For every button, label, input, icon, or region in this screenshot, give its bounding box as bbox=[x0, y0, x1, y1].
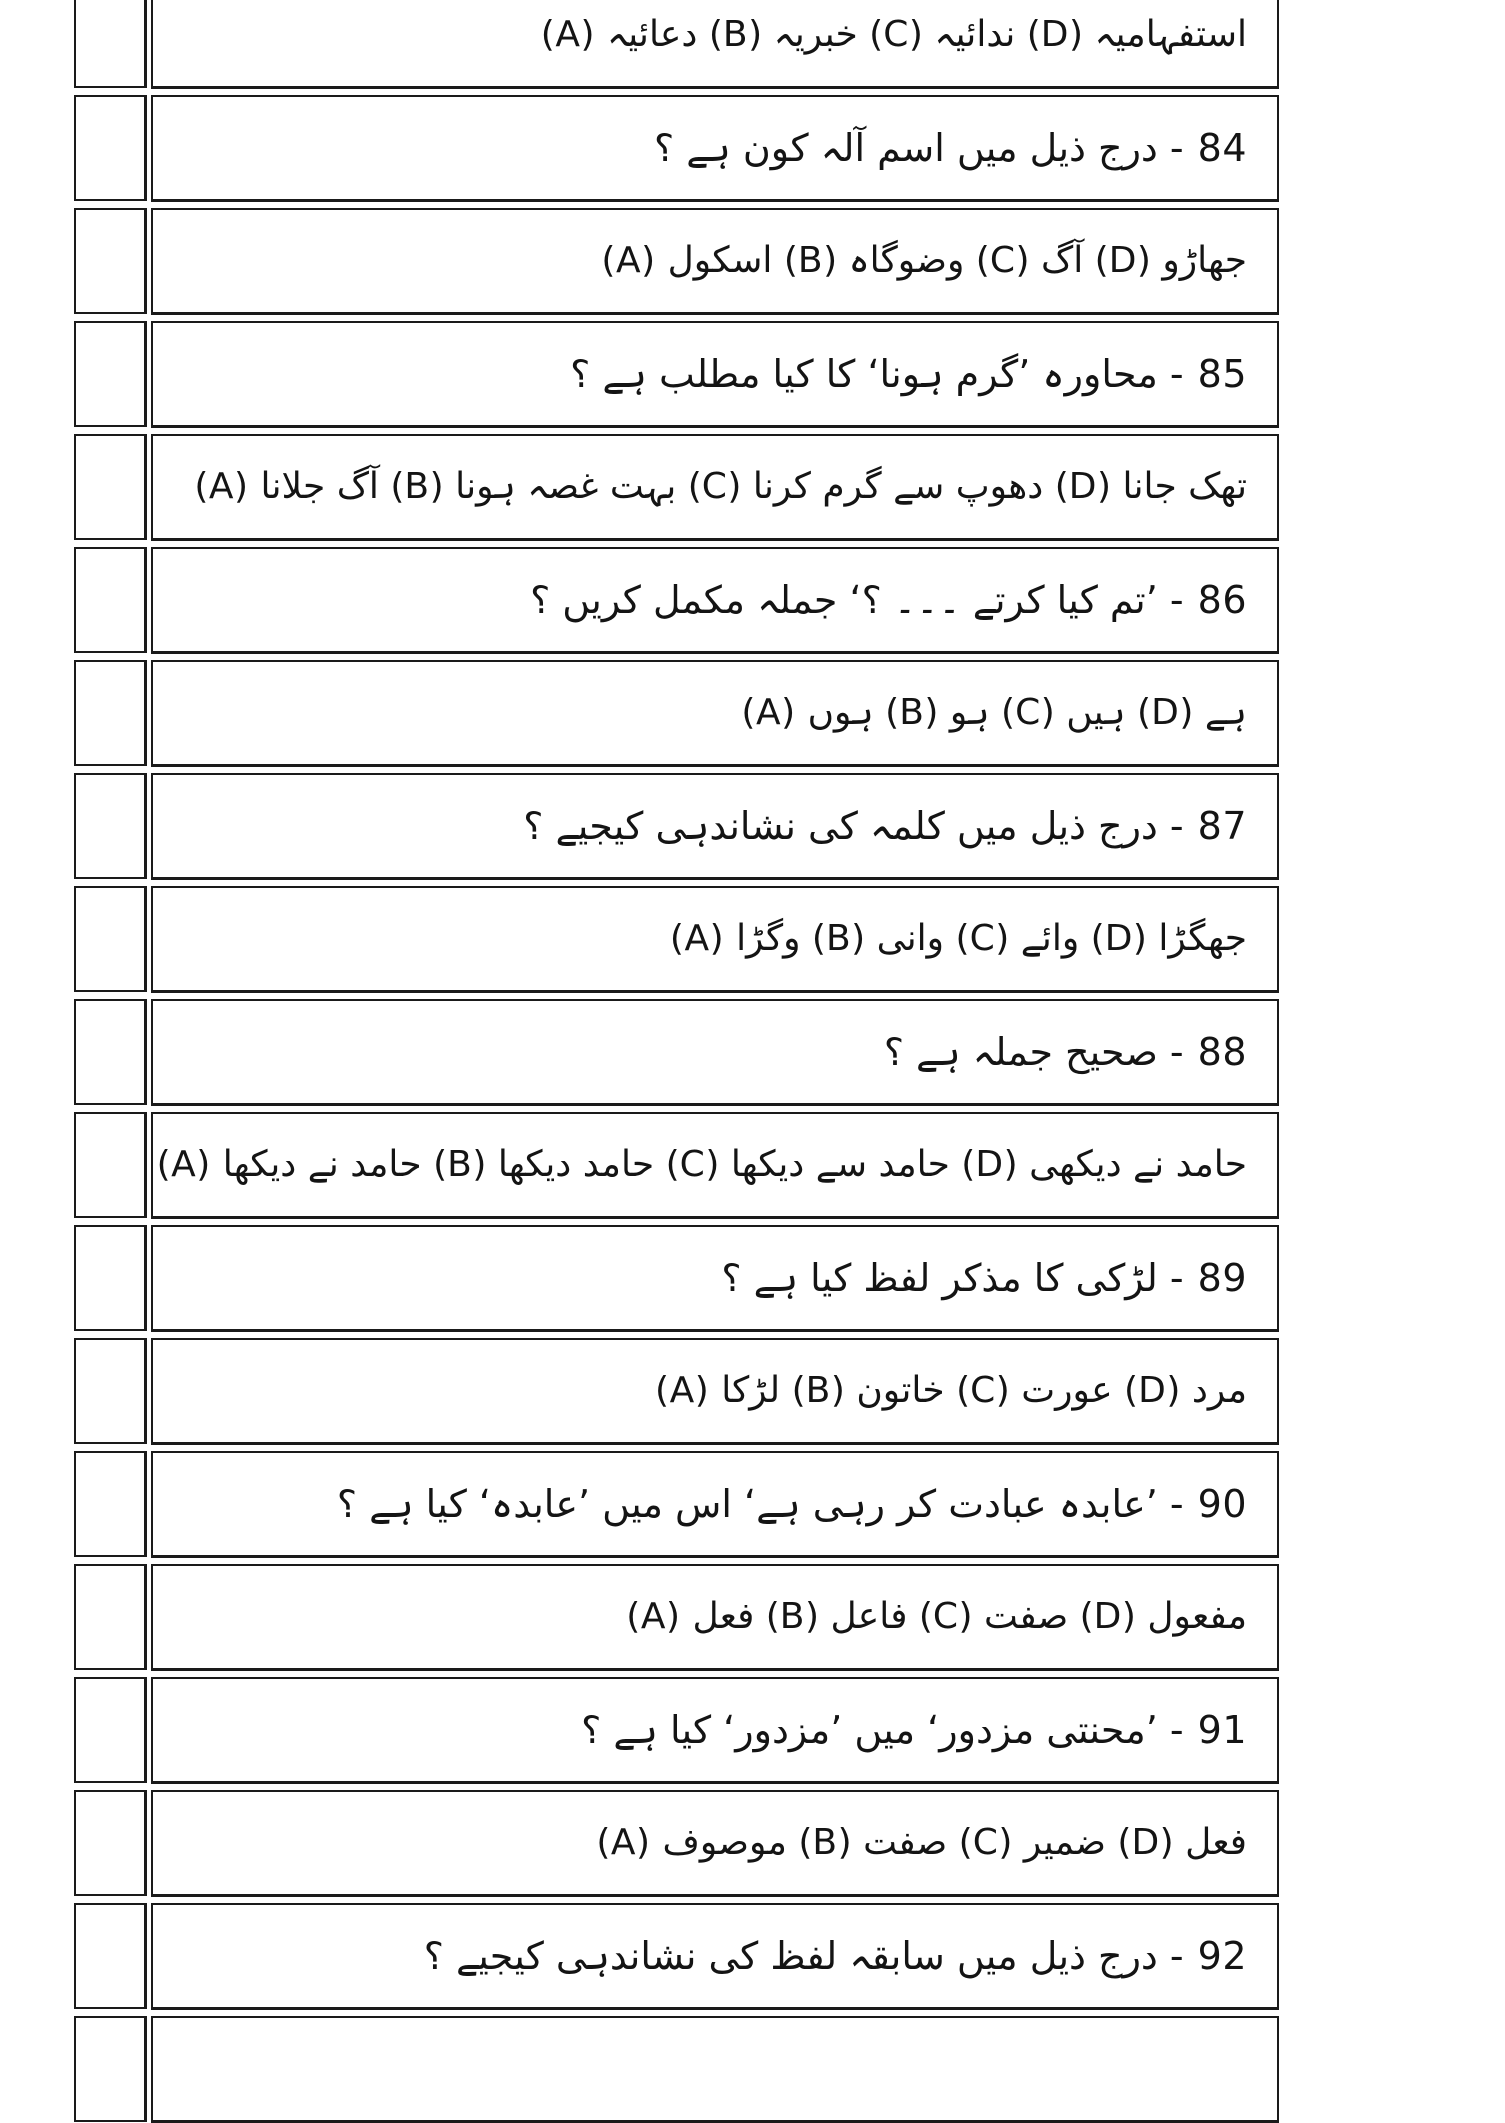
question-text bbox=[884, 1001, 1247, 1103]
answer-box[interactable] bbox=[74, 2016, 147, 2122]
question-body: - محاورہ ’گرم ہونا‘ کا کیا مطلب ہے ؟ bbox=[570, 352, 1184, 396]
question-box bbox=[151, 1112, 1279, 1219]
option-row-91 bbox=[0, 1790, 1505, 1896]
question-box bbox=[151, 660, 1279, 767]
question-box bbox=[151, 0, 1279, 89]
answer-box[interactable] bbox=[74, 321, 147, 427]
question-body: - ’عابدہ عبادت کر رہی ہے‘ اس میں ’عابدہ‘ کیا ہے ؟ bbox=[336, 1482, 1184, 1526]
question-box bbox=[151, 773, 1279, 880]
option-row-87 bbox=[0, 886, 1505, 992]
options-text: (A) حامد نے دیکھا (B) حامد دیکھا (C) حامد سے دیکھا (D) حامد نے دیکھی bbox=[156, 1144, 1247, 1185]
question-row-87 bbox=[0, 773, 1505, 879]
options-text: (A) موصوف (B) صفت (C) ضمیر (D) فعل bbox=[596, 1822, 1247, 1863]
question-row-88 bbox=[0, 999, 1505, 1105]
question-body: - درج ذیل میں کلمہ کی نشاندہی کیجیے ؟ bbox=[523, 804, 1184, 848]
question-box bbox=[151, 886, 1279, 993]
question-box bbox=[151, 208, 1279, 315]
question-box bbox=[151, 2016, 1279, 2123]
question-text bbox=[530, 549, 1247, 651]
options-text: (A) وگڑا (B) وانی (C) وائے (D) جھگڑا bbox=[669, 918, 1247, 959]
question-row-85 bbox=[0, 321, 1505, 427]
question-row-92 bbox=[0, 1903, 1505, 2009]
question-body: - درج ذیل میں اسم آلہ کون ہے ؟ bbox=[654, 126, 1184, 170]
question-row-84 bbox=[0, 95, 1505, 201]
question-row-90 bbox=[0, 1451, 1505, 1557]
answer-box[interactable] bbox=[74, 1112, 147, 1218]
answer-box[interactable] bbox=[74, 1338, 147, 1444]
options-text: (A) آگ جلانا (B) بہت غصہ ہونا (C) دھوپ سے گرم کرنا (D) تھک جانا bbox=[194, 466, 1247, 507]
question-box bbox=[151, 999, 1279, 1106]
question-body: - لڑکی کا مذکر لفظ کیا ہے ؟ bbox=[721, 1256, 1184, 1300]
question-text bbox=[337, 1453, 1247, 1555]
question-box bbox=[151, 95, 1279, 202]
option-row-88 bbox=[0, 1112, 1505, 1218]
question-text bbox=[581, 1679, 1247, 1781]
question-box bbox=[151, 434, 1279, 541]
answer-box[interactable] bbox=[74, 1903, 147, 2009]
option-row-84 bbox=[0, 208, 1505, 314]
answer-box[interactable] bbox=[74, 1564, 147, 1670]
answer-box[interactable] bbox=[74, 434, 147, 540]
options-text: (A) اسکول (B) وضوگاہ (C) آگ (D) جھاڑو bbox=[601, 240, 1247, 281]
option-row-86 bbox=[0, 660, 1505, 766]
question-text bbox=[721, 1227, 1247, 1329]
question-box bbox=[151, 1903, 1279, 2010]
answer-box[interactable] bbox=[74, 1451, 147, 1557]
question-body: - ’محنتی مزدور‘ میں ’مزدور‘ کیا ہے ؟ bbox=[581, 1708, 1184, 1752]
option-row-90 bbox=[0, 1564, 1505, 1670]
answer-box[interactable] bbox=[74, 773, 147, 879]
option-row-89 bbox=[0, 1338, 1505, 1444]
options-text: (A) دعائیہ (B) خبریہ (C) ندائیہ (D) استفہامیہ bbox=[540, 14, 1247, 55]
answer-box[interactable] bbox=[74, 1790, 147, 1896]
question-number: 86 bbox=[1197, 578, 1247, 622]
answer-box[interactable] bbox=[74, 886, 147, 992]
question-text bbox=[654, 97, 1247, 199]
question-row-91 bbox=[0, 1677, 1505, 1783]
answer-box[interactable] bbox=[74, 1677, 147, 1783]
question-body: - صحیح جملہ ہے ؟ bbox=[883, 1030, 1184, 1074]
question-number: 90 bbox=[1197, 1482, 1247, 1526]
question-box bbox=[151, 1677, 1279, 1784]
question-number: 91 bbox=[1197, 1708, 1247, 1752]
option-row-83 bbox=[0, 0, 1505, 88]
question-text bbox=[523, 775, 1247, 877]
question-text bbox=[424, 1905, 1247, 2007]
question-number: 88 bbox=[1197, 1030, 1247, 1074]
question-text bbox=[570, 323, 1247, 425]
answer-box[interactable] bbox=[74, 95, 147, 201]
question-number: 87 bbox=[1197, 804, 1247, 848]
question-row-86 bbox=[0, 547, 1505, 653]
options-text: (A) فعل (B) فاعل (C) صفت (D) مفعول bbox=[626, 1596, 1247, 1637]
question-box bbox=[151, 1225, 1279, 1332]
question-box bbox=[151, 1790, 1279, 1897]
question-number: 89 bbox=[1197, 1256, 1247, 1300]
question-box bbox=[151, 547, 1279, 654]
answer-box[interactable] bbox=[74, 1225, 147, 1331]
question-number: 84 bbox=[1197, 126, 1247, 170]
option-row-85 bbox=[0, 434, 1505, 540]
question-box bbox=[151, 321, 1279, 428]
options-text: (A) ہوں (B) ہو (C) ہیں (D) ہے bbox=[741, 692, 1247, 733]
options-text: (A) لڑکا (B) خاتون (C) عورت (D) مرد bbox=[655, 1370, 1247, 1411]
answer-box[interactable] bbox=[74, 999, 147, 1105]
answer-box[interactable] bbox=[74, 660, 147, 766]
answer-box[interactable] bbox=[74, 208, 147, 314]
option-row-92 bbox=[0, 2016, 1505, 2122]
question-body: - درج ذیل میں سابقہ لفظ کی نشاندہی کیجیے ؟ bbox=[423, 1934, 1184, 1978]
question-body: - ’تم کیا کرتے ۔۔۔ ؟‘ جملہ مکمل کریں ؟ bbox=[530, 578, 1184, 622]
question-number: 85 bbox=[1197, 352, 1247, 396]
question-box bbox=[151, 1451, 1279, 1558]
question-box bbox=[151, 1338, 1279, 1445]
answer-box[interactable] bbox=[74, 547, 147, 653]
question-number: 92 bbox=[1197, 1934, 1247, 1978]
question-row-89 bbox=[0, 1225, 1505, 1331]
question-box bbox=[151, 1564, 1279, 1671]
answer-box[interactable] bbox=[74, 0, 147, 88]
